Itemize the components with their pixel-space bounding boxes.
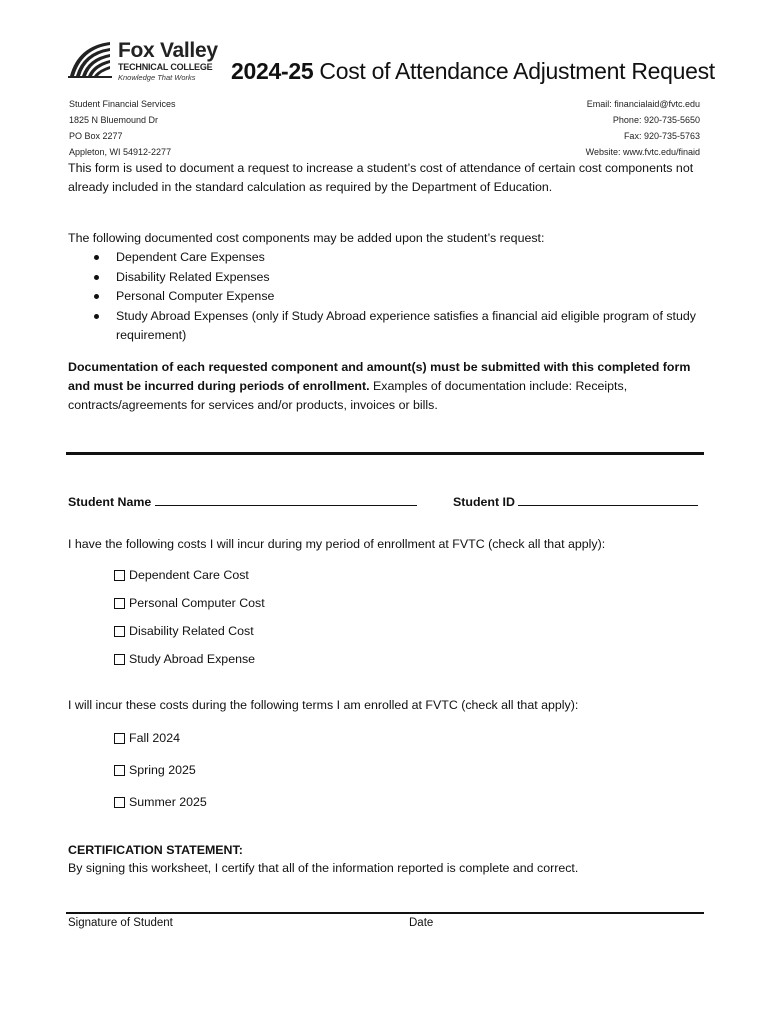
cost-option[interactable] bbox=[114, 624, 254, 638]
logo-name: Fox Valley bbox=[118, 39, 218, 62]
term-option[interactable] bbox=[114, 795, 207, 809]
address-line: Student Financial Services bbox=[69, 99, 176, 109]
contact-info bbox=[586, 96, 700, 160]
list-item: Disability Related Expenses bbox=[116, 268, 696, 288]
checkbox-label: Dependent Care Cost bbox=[129, 568, 249, 582]
intro-paragraph: This form is used to document a request to increase a student’s cost of attendance of certain cost components not already included in the standard calculation as required by the Department of Education. bbox=[68, 161, 694, 194]
components-lead: The following documented cost components may be added upon the student’s request: bbox=[68, 231, 545, 245]
checkbox[interactable] bbox=[114, 626, 125, 637]
student-id-field bbox=[453, 492, 698, 509]
page-title bbox=[231, 58, 715, 85]
logo-subtitle: TECHNICAL COLLEGE bbox=[118, 62, 213, 72]
list-item: Personal Computer Expense bbox=[116, 287, 696, 307]
checkbox[interactable] bbox=[114, 733, 125, 744]
term-option[interactable] bbox=[114, 731, 180, 745]
address-line: 1825 N Bluemound Dr bbox=[69, 115, 159, 125]
student-id-input[interactable] bbox=[518, 492, 698, 506]
address-line: PO Box 2277 bbox=[69, 131, 123, 141]
certification-heading: CERTIFICATION STATEMENT: bbox=[68, 843, 243, 857]
student-id-label: Student ID bbox=[453, 495, 515, 509]
checkbox[interactable] bbox=[114, 765, 125, 776]
title-text: Cost of Attendance Adjustment Request bbox=[313, 58, 715, 84]
checkbox[interactable] bbox=[114, 598, 125, 609]
checkbox[interactable] bbox=[114, 797, 125, 808]
contact-website: Website: www.fvtc.edu/finaid bbox=[585, 147, 700, 157]
cost-option[interactable] bbox=[114, 596, 265, 610]
certification-text: By signing this worksheet, I certify that all of the information reported is complete and correct. bbox=[68, 861, 579, 875]
section-divider bbox=[66, 452, 704, 455]
logo-tagline: Knowledge That Works bbox=[118, 73, 196, 82]
student-name-field bbox=[68, 492, 417, 509]
cost-option[interactable] bbox=[114, 568, 249, 582]
terms-question: I will incur these costs during the following terms I am enrolled at FVTC (check all that apply): bbox=[68, 698, 579, 712]
checkbox-label: Summer 2025 bbox=[129, 795, 207, 809]
checkbox-label: Fall 2024 bbox=[129, 731, 180, 745]
signature-label: Signature of Student bbox=[68, 917, 173, 929]
list-item: Dependent Care Expenses bbox=[116, 248, 696, 268]
date-label: Date bbox=[409, 917, 434, 929]
checkbox-label: Personal Computer Cost bbox=[129, 596, 265, 610]
contact-email: Email: financialaid@fvtc.edu bbox=[586, 99, 700, 109]
signature-line[interactable] bbox=[66, 912, 704, 914]
student-name-label: Student Name bbox=[68, 495, 152, 509]
logo-mark-icon bbox=[66, 40, 116, 80]
checkbox-label: Disability Related Cost bbox=[129, 624, 254, 638]
cost-option[interactable] bbox=[114, 652, 255, 666]
title-year: 2024-25 bbox=[231, 58, 314, 84]
documentation-examples: Examples of documentation include: Receipts, contracts/agreements for services and/or products, invoices or bills. bbox=[68, 379, 628, 412]
checkbox-label: Study Abroad Expense bbox=[129, 652, 256, 666]
term-option[interactable] bbox=[114, 763, 196, 777]
student-name-input[interactable] bbox=[155, 492, 417, 506]
contact-fax: Fax: 920-735-5763 bbox=[623, 131, 700, 141]
list-item: Study Abroad Expenses (only if Study Abroad experience satisfies a financial aid eligible program of study requirement) bbox=[116, 307, 696, 346]
office-address bbox=[69, 96, 176, 160]
checkbox-label: Spring 2025 bbox=[129, 763, 196, 777]
contact-phone: Phone: 920-735-5650 bbox=[612, 115, 700, 125]
documentation-requirement: Documentation of each requested component and amount(s) must be submitted with this completed form and must be incurred during periods of enrollment. bbox=[68, 360, 691, 393]
checkbox[interactable] bbox=[114, 570, 125, 581]
fox-valley-logo bbox=[66, 40, 226, 84]
components-list bbox=[70, 248, 696, 346]
checkbox[interactable] bbox=[114, 654, 125, 665]
costs-question: I have the following costs I will incur during my period of enrollment at FVTC (check all that apply): bbox=[68, 537, 606, 551]
address-line: Appleton, WI 54912-2277 bbox=[69, 147, 172, 157]
documentation-paragraph bbox=[68, 358, 708, 415]
